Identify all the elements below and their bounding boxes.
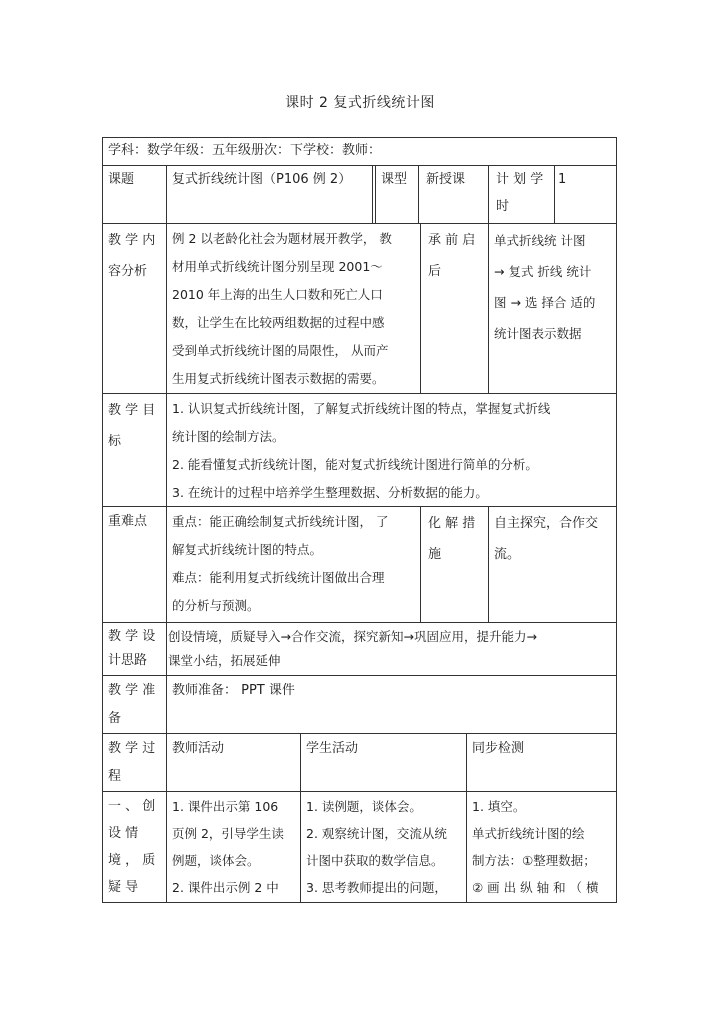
preparation-label: 教 学 准 备 (108, 683, 156, 726)
page-title: 课时 2 复式折线统计图 (285, 95, 435, 111)
topic-label: 课题 (108, 172, 135, 187)
connection-text: 单式折线统 计图 → 复式 折线 统计 图 → 选 择合 适的 统计图表示数据 (494, 233, 596, 341)
measures-text: 自主探究，合作交 流。 (494, 516, 599, 562)
stage-cell: 一 、 创 设 情 境 ， 质 疑 导 (108, 799, 156, 895)
student-activity-header: 学生活动 (306, 741, 359, 756)
preparation-text: 教师准备： PPT 课件 (172, 683, 295, 698)
measures-label: 化 解 措 施 (428, 516, 476, 562)
teacher-activity-header: 教师活动 (172, 741, 225, 756)
design-label: 教 学 设 计思路 (108, 629, 156, 668)
objectives-label: 教 学 目 标 (108, 403, 156, 449)
content-analysis-text: 例 2 以老龄化社会为题材展开教学， 教 材用单式折线统计图分别呈现 2001～ 2010 年上海的出生人口数和死亡人口 数，让学生在比较两组数据的过程中感 受到单式折线统计图的局限性， 从而产 生用复式折线统计图表示数据的需要。 (172, 231, 392, 386)
lesson-type-value: 新授课 (426, 172, 466, 187)
lesson-plan-table (102, 137, 617, 903)
topic-value: 复式折线统计图（P106 例 2） (172, 172, 352, 187)
content-analysis-label: 教 学 内 容分析 (108, 233, 156, 279)
sync-check-header: 同步检测 (472, 741, 525, 756)
lesson-type-label: 课型 (381, 172, 408, 187)
key-points-text: 重点：能正确绘制复式折线统计图， 了 解复式折线统计图的特点。 难点：能利用复式折线统计图做出合理 的分析与预测。 (172, 514, 389, 613)
info-row: 学科：数学年级：五年级册次：下学校：教师： (108, 143, 382, 158)
sync-check-cell: 1. 填空。 单式折线统计图的绘 制方法：①整理数据； ② 画 出 纵 轴 和 （ 横 (472, 799, 599, 895)
teacher-activity-cell: 1. 课件出示第 106 页例 2，引导学生读 例题，谈体会。 2. 课件出示例 2 中 (172, 799, 284, 895)
planned-hours-value: 1 (558, 172, 567, 187)
design-text: 创设情境，质疑导入→合作交流，探究新知→巩固应用，提升能力→ 课堂小结，拓展延伸 (168, 629, 537, 668)
connection-label: 承 前 启 后 (428, 233, 476, 279)
student-activity-cell: 1. 读例题，谈体会。 2. 观察统计图，交流从统 计图中获取的数学信息。 3. 思考教师提出的问题， (306, 799, 447, 895)
planned-hours-label: 计 划 学 时 (496, 172, 544, 214)
key-points-label: 重难点 (108, 514, 148, 529)
process-label: 教 学 过 程 (108, 741, 156, 784)
objectives-text: 1. 认识复式折线统计图，了解复式折线统计图的特点，掌握复式折线 统计图的绘制方法。 2. 能看懂复式折线统计图，能对复式折线统计图进行简单的分析。 3. 在统计的过程中培养学生整理数据、分析数据的能力。 (172, 401, 551, 500)
